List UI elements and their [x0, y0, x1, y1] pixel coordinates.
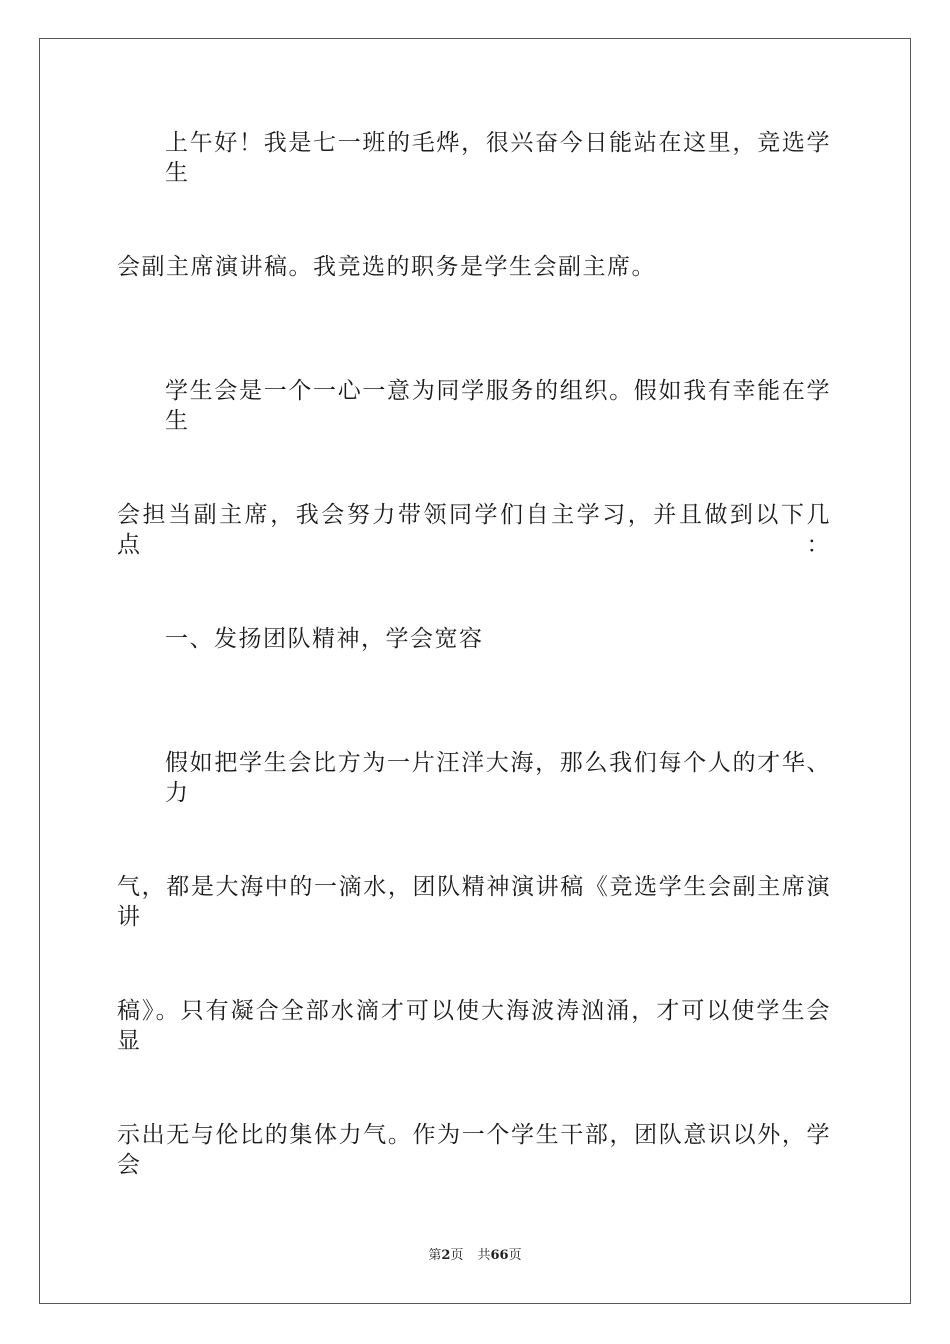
footer-total-suffix: 页 — [508, 1248, 522, 1263]
paragraph-1-line-1: 上午好！我是七一班的毛烨，很兴奋今日能站在这里，竞选学生 — [165, 130, 831, 186]
footer-total-prefix: 共 — [477, 1248, 491, 1263]
page-footer — [0, 1247, 950, 1265]
footer-page-prefix: 第 — [428, 1248, 442, 1263]
paragraph-1-line-2: 会副主席演讲稿。我竞选的职务是学生会副主席。 — [117, 254, 656, 280]
paragraph-3-line-4: 示出无与伦比的集体力气。作为一个学生干部，团队意识以外，学会 — [117, 1122, 831, 1178]
paragraph-3-line-3: 稿》。只有凝合全部水滴才可以使大海波涛汹涌，才可以使学生会显 — [117, 998, 831, 1054]
paragraph-2-line-2: 会担当副主席，我会努力带领同学们自主学习，并且做到以下几点： — [117, 502, 831, 558]
footer-total-number: 66 — [490, 1248, 509, 1263]
paragraph-2-line-1: 学生会是一个一心一意为同学服务的组织。假如我有幸能在学生 — [165, 378, 831, 434]
footer-page-suffix: 页 — [450, 1248, 464, 1263]
footer-page-number: 2 — [441, 1248, 451, 1263]
paragraph-3-line-2: 气，都是大海中的一滴水，团队精神演讲稿《竞选学生会副主席演讲 — [117, 874, 831, 930]
page-border — [39, 38, 911, 1304]
paragraph-3-line-1: 假如把学生会比方为一片汪洋大海，那么我们每个人的才华、力 — [165, 750, 831, 806]
section-heading: 一、发扬团队精神，学会宽容 — [165, 626, 484, 652]
